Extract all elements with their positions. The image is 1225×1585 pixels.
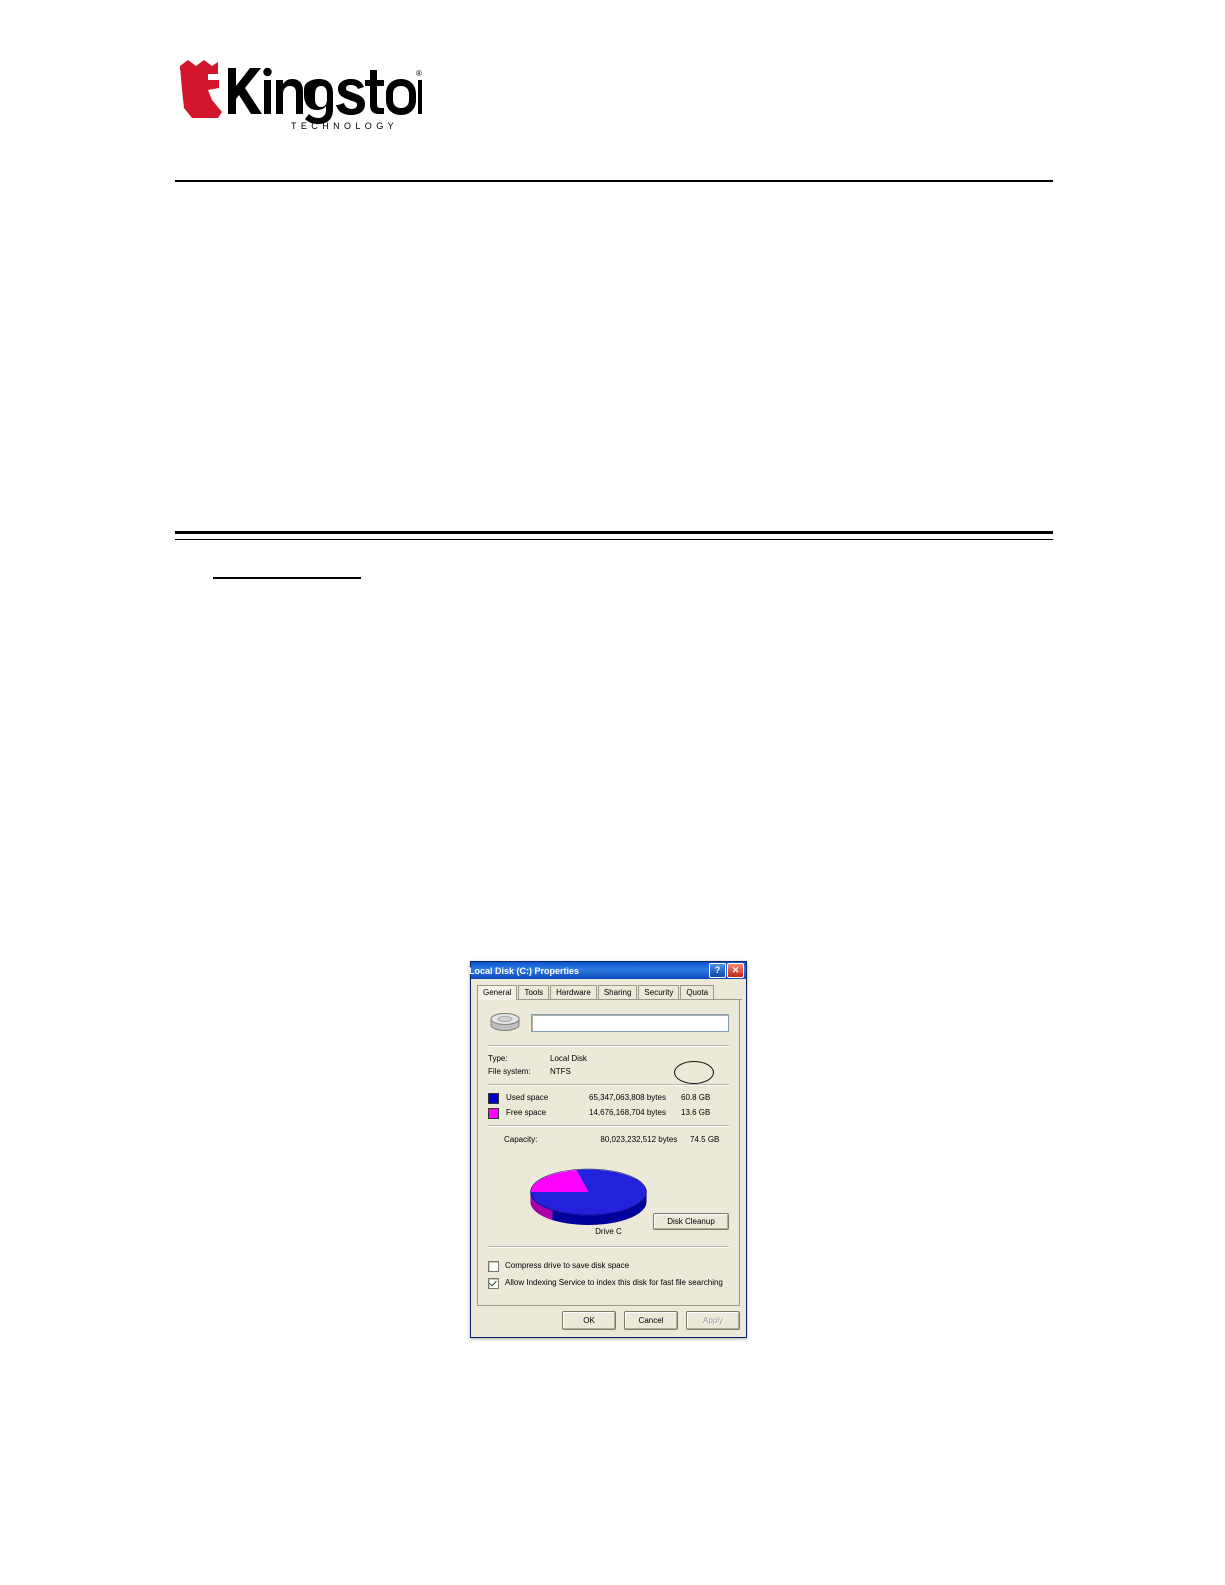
dialog-action-buttons[interactable] — [562, 1311, 740, 1330]
used-space-label: Used space — [506, 1093, 549, 1102]
disk-cleanup-button[interactable]: Disk Cleanup — [653, 1213, 729, 1230]
capacity-size: 74.5 GB — [690, 1135, 720, 1144]
field-filesystem-label: File system: — [488, 1067, 531, 1076]
tab-quota[interactable]: Quota — [680, 985, 714, 999]
general-tab-panel — [477, 1000, 740, 1306]
capacity-label: Capacity: — [504, 1135, 538, 1144]
header-rule — [175, 180, 1053, 182]
free-space-label: Free space — [506, 1108, 547, 1117]
divider-1 — [488, 1045, 729, 1047]
hard-drive-icon — [488, 1010, 522, 1036]
ok-button[interactable]: OK — [562, 1311, 616, 1330]
dialog-titlebar[interactable] — [471, 962, 746, 979]
kingston-logo — [172, 60, 422, 132]
help-icon[interactable]: ? — [709, 963, 726, 978]
free-space-bytes: 14,676,168,704 bytes — [589, 1108, 666, 1117]
compress-drive-label: Compress drive to save disk space — [505, 1261, 630, 1270]
tab-strip[interactable] — [477, 983, 742, 1000]
subsection-underline — [213, 577, 361, 579]
close-icon[interactable]: ✕ — [727, 963, 744, 978]
divider-2 — [488, 1084, 729, 1086]
indexing-service-label: Allow Indexing Service to index this disk for fast file searching — [505, 1278, 723, 1287]
section-rule-thin — [175, 539, 1053, 540]
tab-tools[interactable]: Tools — [518, 985, 549, 999]
compress-drive-row[interactable] — [488, 1260, 729, 1272]
legend-free-space — [488, 1107, 729, 1119]
logo-trademark: ® — [416, 69, 422, 78]
cancel-button[interactable]: Cancel — [624, 1311, 678, 1330]
capacity-bytes: 80,023,232,512 bytes — [600, 1135, 678, 1144]
indexing-service-row[interactable] — [488, 1277, 729, 1289]
divider-4 — [488, 1246, 729, 1248]
tab-hardware[interactable]: Hardware — [550, 985, 597, 999]
section-rule-thick — [175, 531, 1053, 534]
disk-usage-pie-chart — [488, 1148, 729, 1234]
field-type — [488, 1053, 729, 1065]
free-space-swatch-icon — [488, 1108, 499, 1119]
compress-drive-checkbox[interactable] — [488, 1261, 499, 1272]
used-space-swatch-icon — [488, 1093, 499, 1104]
indexing-service-checkbox[interactable] — [488, 1278, 499, 1289]
tab-security[interactable]: Security — [638, 985, 679, 999]
field-type-value: Local Disk — [550, 1054, 587, 1063]
logo-tagline-text: TECHNOLOGY — [291, 121, 399, 131]
divider-3 — [488, 1125, 729, 1127]
volume-label-input[interactable] — [531, 1014, 729, 1032]
tab-general[interactable]: General — [477, 985, 517, 1000]
tab-sharing[interactable]: Sharing — [598, 985, 638, 999]
pie-chart-drive-label: Drive C — [595, 1227, 622, 1236]
legend-used-space — [488, 1092, 729, 1104]
field-filesystem-value: NTFS — [550, 1067, 571, 1076]
field-filesystem — [488, 1066, 729, 1078]
apply-button: Apply — [686, 1311, 740, 1330]
dialog-body — [471, 979, 746, 1325]
options-checkboxes — [488, 1260, 729, 1289]
free-space-size: 13.6 GB — [681, 1108, 711, 1117]
volume-label-row — [488, 1010, 729, 1036]
field-type-label: Type: — [488, 1054, 508, 1063]
dialog-title: Local Disk (C:) Properties — [469, 965, 580, 976]
capacity-row — [488, 1134, 729, 1146]
used-space-size: 60.8 GB — [681, 1093, 711, 1102]
disk-properties-dialog[interactable] — [470, 961, 747, 1338]
used-space-bytes: 65,347,063,808 bytes — [589, 1093, 666, 1102]
